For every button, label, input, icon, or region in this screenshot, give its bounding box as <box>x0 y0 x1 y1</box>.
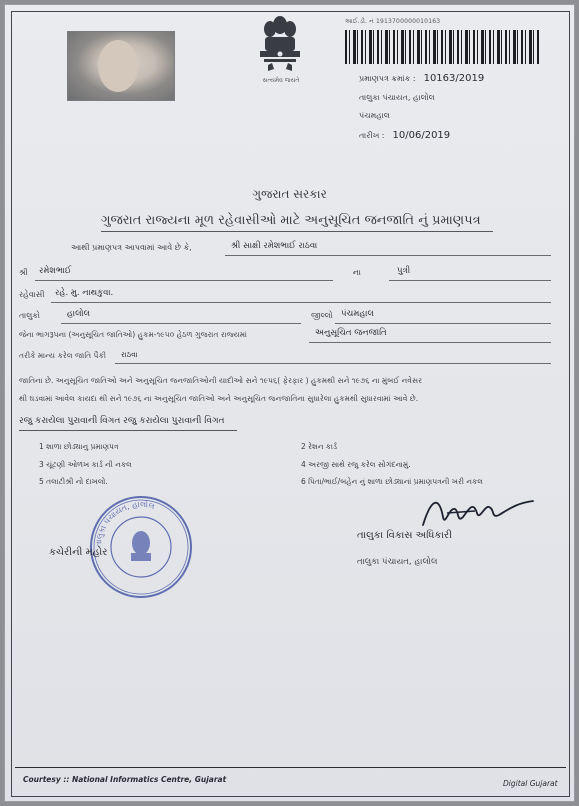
applicant-name: શ્રી સાક્ષી રમેશભાઈ રાઠવા <box>231 241 318 251</box>
proof-item: 6 પિતા/ભાઈ/બહેન નું શાળા છોડ્યાનાં પ્રમાણપત્રની ખરી નકલ <box>301 477 483 486</box>
taluka-value: હાલોલ <box>67 309 91 319</box>
national-emblem-icon <box>250 13 310 85</box>
emblem-caption: સત્યમેવ જયતે <box>262 77 300 84</box>
proof-item: 1 શાળા છોડ્યાનુ પ્રમાણપત્ર <box>39 442 119 451</box>
legal-paragraph-line1: જાતિના છે. અનુસૂચિત જાતિઓ અને અનુસૂચિત જનજાતિઓની યાદીઓ સને ૧૯૫૬( ફેરફાર ) હુકમથી સને ૧૯૭૬ ના મુંબઈ નવેસર <box>19 376 423 385</box>
date-value: 10/06/2019 <box>392 130 451 141</box>
residence-label: રહેવાસી <box>19 290 45 299</box>
certificate-border <box>11 11 570 797</box>
proof-item: 5 તલાટીશ્રી નો દાખલો. <box>39 477 108 486</box>
footer-courtesy: Courtesy :: National Informatics Centre, Gujarat <box>23 775 227 784</box>
barcode-block <box>345 18 545 68</box>
issue-date-row <box>359 130 450 141</box>
certificate-title: ગુજરાત રાજ્યના મૂળ રહેવાસીઓ માટે અનુસૂચિત જનજાતિ નું પ્રમાણપત્ર <box>101 213 481 228</box>
certificate-number-row <box>359 73 484 84</box>
father-name: રમેશભાઈ <box>39 266 72 276</box>
issuing-district: પંચમહાલ <box>359 111 390 120</box>
relation: પુત્રી <box>397 266 411 276</box>
district-value: પંચમહાલ <box>341 309 374 319</box>
caste-label: તરીકે માન્ય કરેલ જાતિ પૈકી <box>19 351 107 360</box>
barcode-number: આઈ.ડી. નં 1913700000010163 <box>345 18 441 25</box>
cert-no-value: 10163/2019 <box>423 73 485 84</box>
government-title: ગુજરાત સરકાર <box>252 187 327 201</box>
legal-paragraph-line2: થી ઘડવામાં આવેલ કાયદા થી સને ૧૯૭૬ ના અનુસૂચિત જાતિઓ અને અનુસૂચિત જનજાતિના સુધારેલા હુકમથી સુધારવામાં આવે છે. <box>19 394 419 403</box>
district-label: જીલ્લો <box>311 311 333 320</box>
proof-item: 4 અરજી સાથે રજુ કરેલ સોગંદનામું. <box>301 460 411 469</box>
proof-item: 3 ચૂંટણી ઓળખ કાર્ડ ની નકલ <box>39 460 132 469</box>
signing-officer-title: તાલુકા વિકાસ અધિકારી <box>357 530 452 541</box>
date-label: તારીખ : <box>359 131 385 140</box>
office-seal-label: કચેરીની મહોર <box>49 547 108 558</box>
taluka-label: તાલુકો <box>19 311 40 320</box>
caste-value: રાઠવા <box>121 350 138 359</box>
intro-text: આથી પ્રમાણપત્ર આપવામાં આવે છે કે, <box>71 243 192 252</box>
seal-ring-text: તાલુકા પંચાયત, હાલોલ <box>93 499 156 548</box>
cert-no-label: પ્રમાણપત્ર ક્રમાંક : <box>359 74 416 83</box>
barcode <box>345 30 540 64</box>
title-underline <box>101 231 493 232</box>
proofs-heading-underline <box>19 430 237 431</box>
applicant-photo <box>67 31 175 101</box>
na-label: ના <box>353 268 361 277</box>
footer-brand: Digital Gujarat <box>503 779 558 788</box>
proofs-heading: રજુ કરાયેલા પુરાવાની વિગત રજુ કરાયેલા પુરાવાની વિગત <box>19 416 225 426</box>
signing-office: તાલુકા પંચાયત, હાલોલ <box>357 557 438 567</box>
footer-divider <box>15 767 566 768</box>
order-text: જેના ભાગરૂપના (અનુસૂચિત જાતિઓ) હુકમ-૧૯૫૦ હેઠળ ગુજરાત રાજ્યમાં <box>19 330 247 339</box>
category-value: અનુસૂચિત જનજાતિ <box>315 328 387 338</box>
certificate-sheet <box>4 4 575 802</box>
proof-item: 2 રેશન કાર્ડ <box>301 442 338 451</box>
shri-label: શ્રી <box>19 268 28 277</box>
issuing-office: તાલુકા પંચાયત, હાલોલ <box>359 93 435 102</box>
residence-value: રહે. મુ. નાથકુવા. <box>55 288 114 298</box>
